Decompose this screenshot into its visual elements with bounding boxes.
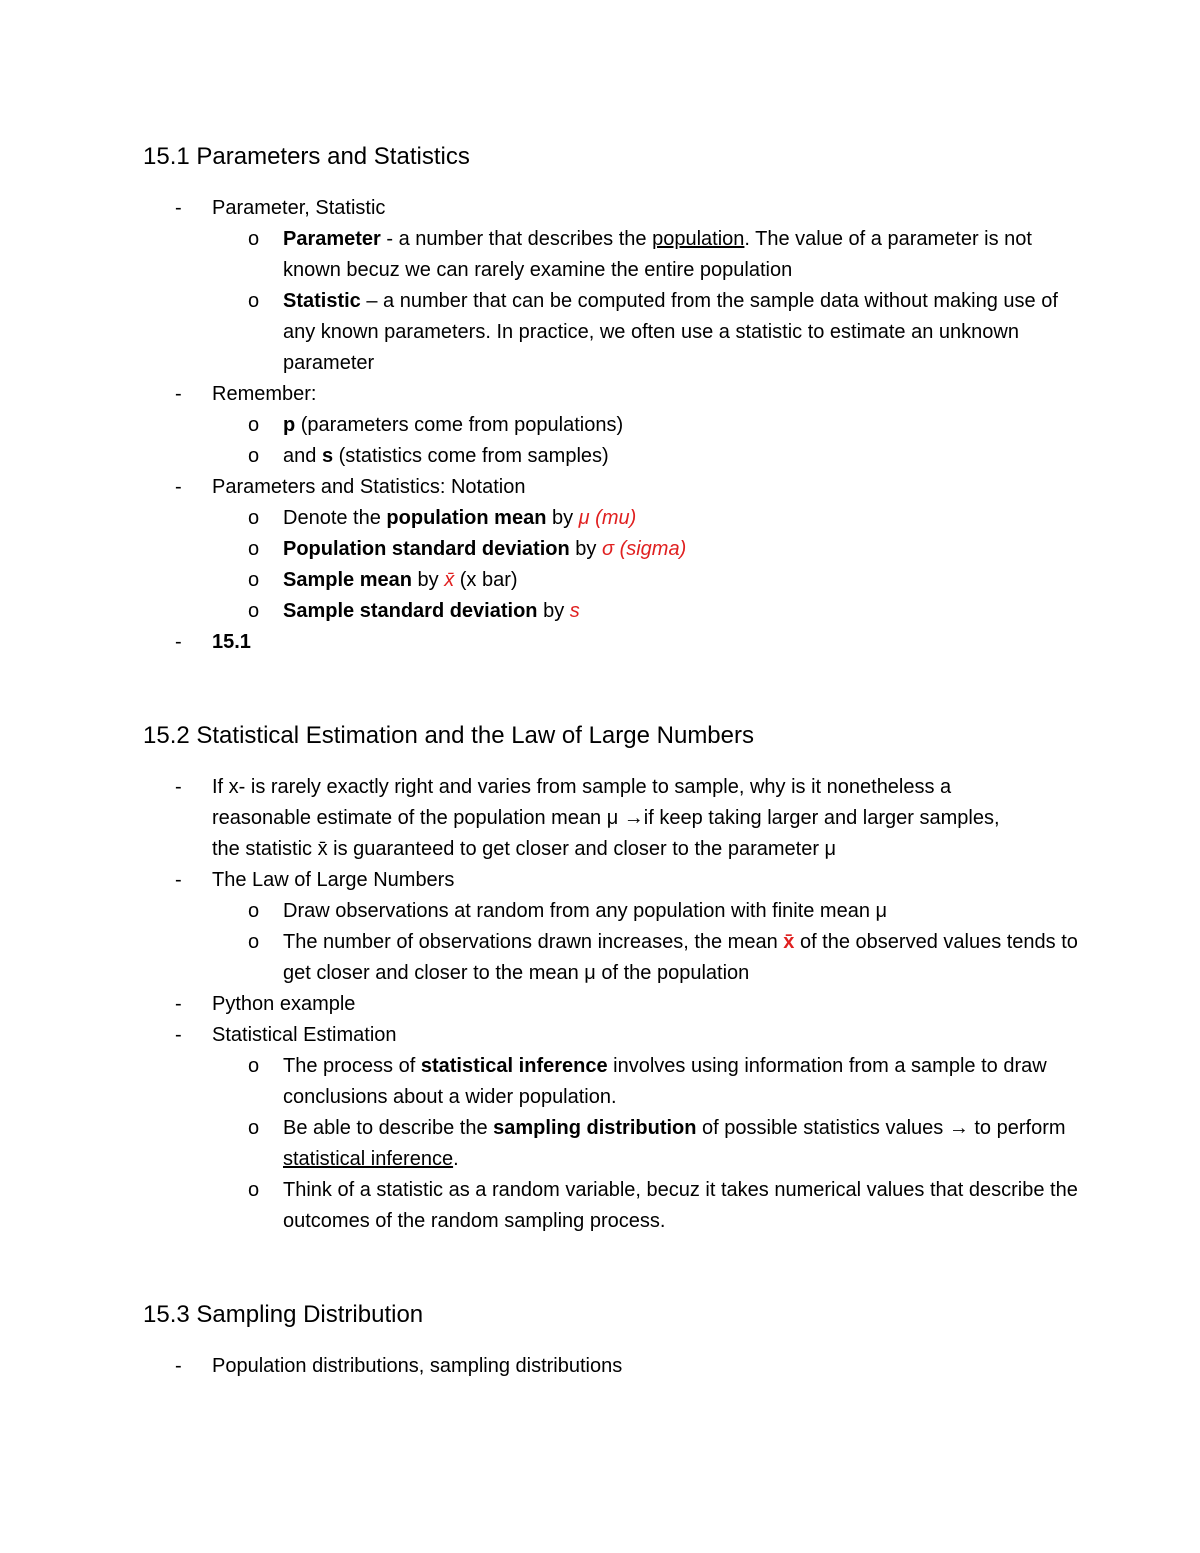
item-text: by xyxy=(411,569,445,591)
sub-list-item xyxy=(0,1175,1200,1237)
item-text: Denote the xyxy=(283,507,387,529)
dash-bullet: - xyxy=(175,631,182,653)
circle-bullet: o xyxy=(248,931,260,953)
symbol-mu: μ (mu) xyxy=(578,507,637,529)
item-text: involves using information from a sample to draw conclusions about a wider population. xyxy=(283,1055,1047,1108)
item-text: (x bar) xyxy=(454,569,518,591)
item-text: Parameter, Statistic xyxy=(212,197,386,219)
item-text: by xyxy=(569,538,602,560)
circle-bullet: o xyxy=(248,414,260,436)
sub-list-item xyxy=(0,596,1200,627)
item-text: The process of xyxy=(283,1055,421,1077)
symbol-x-bar: x̄ xyxy=(444,569,455,591)
sub-list-item xyxy=(0,410,1200,441)
item-text: 15.1 xyxy=(212,631,251,653)
dash-bullet: - xyxy=(175,383,182,405)
item-text: . xyxy=(453,1148,459,1170)
sub-list-item xyxy=(0,503,1200,534)
dash-bullet: - xyxy=(175,476,182,498)
circle-bullet: o xyxy=(248,1055,260,1077)
sub-list-item xyxy=(0,534,1200,565)
circle-bullet: o xyxy=(248,228,260,250)
item-text: . The value of a parameter is not known becuz we can rarely examine the entire population xyxy=(283,228,1032,281)
bold-text: Population standard deviation xyxy=(283,538,570,560)
dash-bullet: - xyxy=(175,869,182,891)
circle-bullet: o xyxy=(248,507,260,529)
item-text: The Law of Large Numbers xyxy=(212,869,455,891)
item-text: by xyxy=(537,600,570,622)
item-text: of possible statistics values → to perform xyxy=(696,1117,1066,1139)
bold-text: population mean xyxy=(386,507,547,529)
dash-bullet: - xyxy=(175,993,182,1015)
bold-text: sampling distribution xyxy=(493,1117,697,1139)
list-item xyxy=(0,627,1200,658)
list-item xyxy=(0,472,1200,503)
item-text: Remember: xyxy=(212,383,317,405)
item-text: Statistical Estimation xyxy=(212,1024,397,1046)
item-text: by xyxy=(546,507,579,529)
item-text: Draw observations at random from any population with finite mean μ xyxy=(283,900,888,922)
list-item xyxy=(0,865,1200,896)
bold-text: p xyxy=(283,414,296,436)
dash-bullet: - xyxy=(175,776,182,798)
list-item xyxy=(0,772,1200,865)
item-text: The number of observations drawn increases, the mean xyxy=(283,931,784,953)
item-text: (statistics come from samples) xyxy=(333,445,609,467)
sub-list-item xyxy=(0,441,1200,472)
bold-text: s xyxy=(321,445,334,467)
item-text: Be able to describe the xyxy=(283,1117,494,1139)
term-parameter: Parameter xyxy=(283,228,381,250)
list-item xyxy=(0,379,1200,410)
symbol-s: s xyxy=(569,600,580,622)
section-heading-15-2: 15.2 Statistical Estimation and the Law of Large Numbers xyxy=(143,722,754,749)
list-item xyxy=(0,1020,1200,1051)
circle-bullet: o xyxy=(248,900,260,922)
dash-bullet: - xyxy=(175,1024,182,1046)
item-text: and xyxy=(283,445,322,467)
item-text: – a number that can be computed from the sample data without making use of any known parameters. In practice, we often use a statistic to estimate an unknown parameter xyxy=(283,290,1058,374)
item-text: Python example xyxy=(212,993,356,1015)
item-text: - a number that describes the xyxy=(380,228,653,250)
term-statistic: Statistic xyxy=(283,290,361,312)
item-text: If x- is rarely exactly right and varies from sample to sample, why is it nonetheless a reasonable estimate of the population mean μ →if keep taking larger and larger samples, the statistic x̄ is guaranteed to get closer and closer to the parameter μ xyxy=(212,776,1000,860)
circle-bullet: o xyxy=(248,538,260,560)
dash-bullet: - xyxy=(175,1355,182,1377)
bold-text: Sample standard deviation xyxy=(283,600,538,622)
bold-text: Sample mean xyxy=(283,569,412,591)
list-item xyxy=(0,193,1200,224)
list-item xyxy=(0,989,1200,1020)
circle-bullet: o xyxy=(248,569,260,591)
section-15-2-list xyxy=(0,772,1200,1237)
item-text: (parameters come from populations) xyxy=(295,414,624,436)
item-text: Think of a statistic as a random variable, becuz it takes numerical values that describe the outcomes of the random sampling process. xyxy=(283,1179,1078,1232)
sub-list-item xyxy=(0,286,1200,379)
sub-list-item xyxy=(0,1051,1200,1113)
sub-list-item xyxy=(0,565,1200,596)
sub-list-item xyxy=(0,927,1200,989)
sub-list-item xyxy=(0,1113,1200,1175)
bold-text: statistical inference xyxy=(420,1055,608,1077)
section-15-3-list xyxy=(0,1351,1200,1382)
section-heading-15-1: 15.1 Parameters and Statistics xyxy=(143,143,470,170)
circle-bullet: o xyxy=(248,445,260,467)
underlined-text: population xyxy=(652,228,745,250)
circle-bullet: o xyxy=(248,1179,260,1201)
section-15-1-list xyxy=(0,193,1200,658)
item-text: Parameters and Statistics: Notation xyxy=(212,476,526,498)
dash-bullet: - xyxy=(175,197,182,219)
sub-list-item xyxy=(0,896,1200,927)
symbol-sigma: σ (sigma) xyxy=(601,538,687,560)
symbol-x-bar: x̄ xyxy=(783,931,795,953)
underlined-text: statistical inference xyxy=(283,1148,454,1170)
circle-bullet: o xyxy=(248,600,260,622)
section-heading-15-3: 15.3 Sampling Distribution xyxy=(143,1301,424,1328)
circle-bullet: o xyxy=(248,1117,260,1139)
sub-list-item xyxy=(0,224,1200,286)
item-text: of the observed values tends to get closer and closer to the mean μ of the population xyxy=(283,931,1078,984)
item-text: Population distributions, sampling distributions xyxy=(212,1355,623,1377)
circle-bullet: o xyxy=(248,290,260,312)
list-item xyxy=(0,1351,1200,1382)
